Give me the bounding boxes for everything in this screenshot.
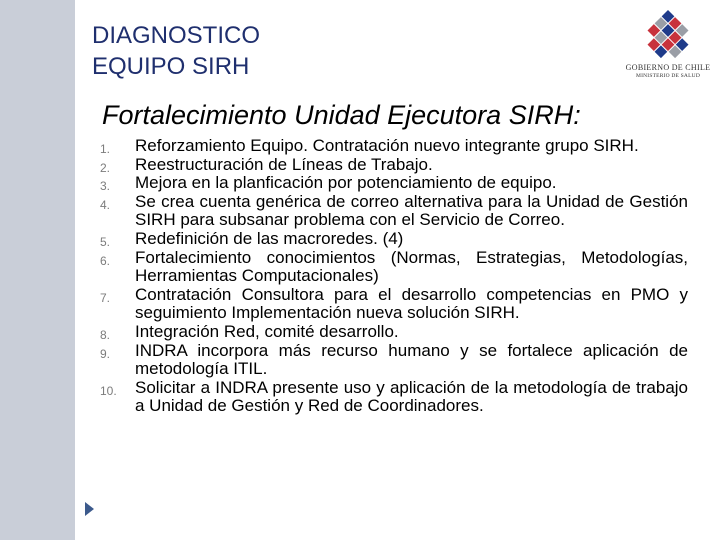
page-title xyxy=(92,20,260,82)
list-item-text: Reestructuración de Líneas de Trabajo. xyxy=(135,154,433,174)
list-item-text: INDRA incorpora más recurso humano y se fortalece aplicación de metodología ITIL. xyxy=(135,340,688,379)
logo-mosaic-icon xyxy=(624,6,712,62)
section-subtitle: Fortalecimiento Unidad Ejecutora SIRH: xyxy=(102,100,581,130)
list-item-text: Se crea cuenta genérica de correo alternativa para la Unidad de Gestión SIRH para subsanar problema con el Servicio de Correo. xyxy=(135,191,688,230)
logo-text-ministerio: MINISTERIO DE SALUD xyxy=(636,73,700,79)
list-item-text: Solicitar a INDRA presente uso y aplicación de la metodología de trabajo a Unidad de Gestión y Red de Coordinadores. xyxy=(135,377,688,416)
list-item xyxy=(100,137,688,156)
side-bar xyxy=(0,0,75,540)
list-item-text: Fortalecimiento conocimientos (Normas, Estrategias, Metodologías, Herramientas Computacionales) xyxy=(135,247,688,286)
list-item-text: Contratación Consultora para el desarrollo competencias en PMO y seguimiento Implementación nueva solución SIRH. xyxy=(135,284,688,323)
list-item-number: 9. xyxy=(100,346,111,361)
list-item xyxy=(100,379,688,416)
list-item-number: 8. xyxy=(100,327,111,342)
list-item-text: Mejora en la planficación por potenciamiento de equipo. xyxy=(135,173,557,193)
gobierno-de-chile-logo xyxy=(624,6,712,84)
list-item xyxy=(100,174,688,193)
logo-text-gobierno: GOBIERNO DE CHILE xyxy=(625,63,711,72)
list-item xyxy=(100,342,688,379)
list-item xyxy=(100,323,688,342)
list-item-number: 4. xyxy=(100,197,111,212)
list-item-text: Redefinición de las macroredes. (4) xyxy=(135,228,404,248)
numbered-list xyxy=(100,137,688,416)
list-item xyxy=(100,193,688,230)
list-item xyxy=(100,249,688,286)
list-item-number: 1. xyxy=(100,142,111,156)
list-item-number: 2. xyxy=(100,160,111,175)
list-item-number: 7. xyxy=(100,290,111,305)
list-item-text: Reforzamiento Equipo. Contratación nuevo integrante grupo SIRH. xyxy=(135,136,639,155)
list-item-number: 6. xyxy=(100,253,111,268)
title-line-1: DIAGNOSTICO xyxy=(92,22,261,49)
title-line-2: EQUIPO SIRH xyxy=(92,53,250,80)
list-item xyxy=(100,286,688,323)
list-item-number: 10. xyxy=(100,383,117,398)
list-item-text: Integración Red, comité desarrollo. xyxy=(135,321,399,341)
list-item-number: 3. xyxy=(100,179,111,194)
list-item-number: 5. xyxy=(100,234,111,249)
arrow-right-icon xyxy=(85,502,94,516)
list-item xyxy=(100,230,688,249)
list-item xyxy=(100,156,688,175)
